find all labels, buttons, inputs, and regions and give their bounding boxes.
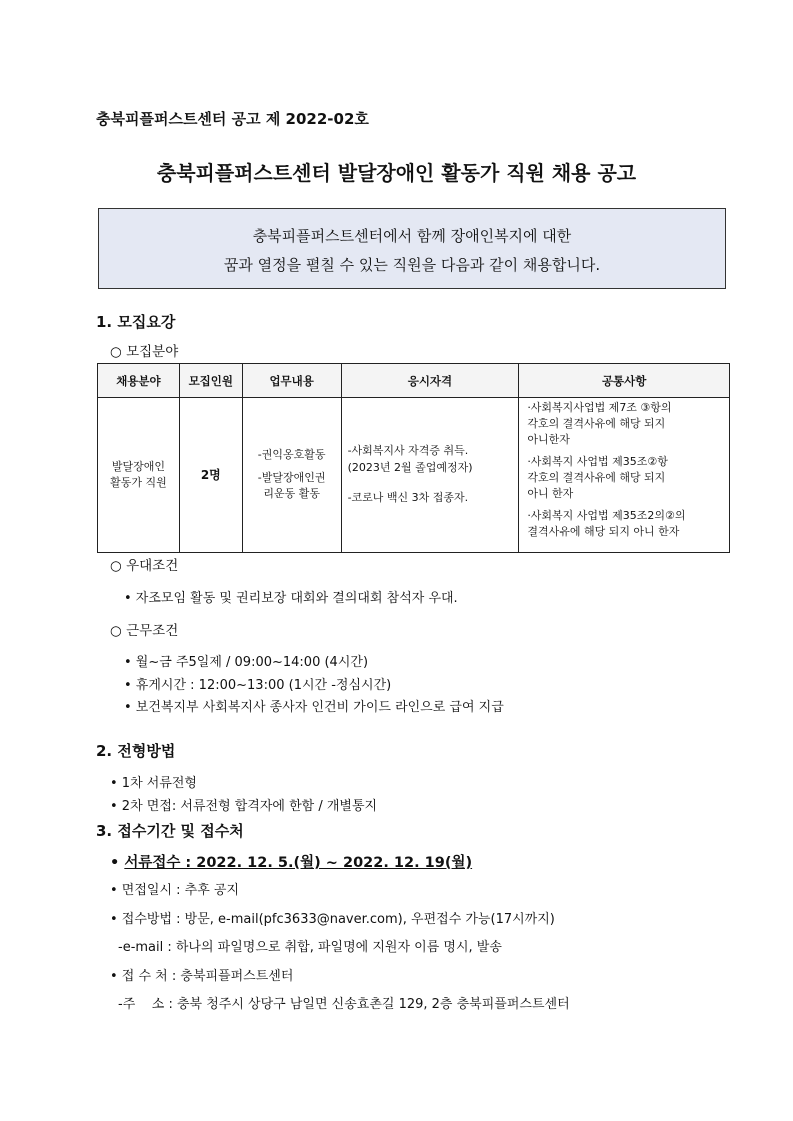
table-header-row	[98, 364, 730, 398]
header-field: 채용분야	[98, 364, 180, 398]
recruitment-table	[97, 363, 730, 553]
section-1-heading: 1. 모집요강	[96, 313, 176, 331]
duty-line: -권익옹호활동	[257, 448, 326, 462]
selection-item: • 1차 서류전형	[110, 776, 197, 791]
work-item: • 보건복지부 사회복지사 종사자 인건비 가이드 라인으로 급여 지급	[124, 700, 504, 715]
header-duties: 업무내용	[242, 364, 341, 398]
cell-duties	[242, 398, 341, 553]
field-label: ○ 모집분야	[110, 344, 179, 360]
common-item	[525, 400, 729, 448]
common-line: ·사회복지 사업법 제35조②항	[527, 454, 668, 468]
qualification-line: -코로나 백신 3차 접종자.	[347, 491, 469, 505]
field-line: 발달장애인	[111, 459, 165, 473]
preference-item: • 자조모임 활동 및 권리보장 대회와 결의대회 참석자 우대.	[124, 591, 458, 606]
intro-box	[98, 208, 726, 289]
common-line: 각호의 결격사유에 해당 되지	[527, 416, 666, 430]
duty-line: 리운동 활동	[263, 487, 320, 501]
page-title: 충북피플퍼스트센터 발달장애인 활동가 직원 채용 공고	[156, 161, 637, 185]
period-text: 서류접수 : 2022. 12. 5.(월) ~ 2022. 12. 19(월)	[124, 855, 473, 871]
application-method: • 접수방법 : 방문, e-mail(pfc3633@naver.com), 우편접수 가능(17시까지)	[110, 912, 555, 927]
header-common: 공통사항	[519, 364, 730, 398]
section-3-heading: 3. 접수기간 및 접수처	[96, 822, 244, 840]
cell-qualifications	[341, 398, 519, 553]
work-item: • 휴게시간 : 12:00~13:00 (1시간 -정심시간)	[124, 678, 392, 693]
common-line: 아니한자	[527, 432, 570, 446]
period-bullet: •	[110, 855, 125, 871]
header-qualifications: 응시자격	[341, 364, 519, 398]
section-2-heading: 2. 전형방법	[96, 742, 176, 760]
work-label: ○ 근무조건	[110, 623, 179, 639]
work-item: • 월~금 주5일제 / 09:00~14:00 (4시간)	[124, 655, 369, 670]
common-line: ·사회복지사업법 제7조 ③항의	[527, 401, 672, 414]
interview-date: • 면접일시 : 추후 공지	[110, 883, 240, 898]
qualification-line: (2023년 2월 졸업예정자)	[347, 460, 473, 474]
common-item	[525, 508, 729, 540]
field-line: 활동가 직원	[110, 476, 167, 489]
email-note: -e-mail : 하나의 파일명으로 취합, 파일명에 지원자 이름 명시, 발송	[118, 940, 502, 955]
common-line: 각호의 결격사유에 해당 되지	[527, 470, 666, 484]
cell-common	[519, 398, 730, 553]
table-row	[98, 398, 730, 553]
selection-item: • 2차 면접: 서류전형 합격자에 한함 / 개별통지	[110, 799, 378, 814]
qualification-line: -사회복지사 자격증 취득.	[347, 444, 469, 458]
application-period	[110, 851, 472, 872]
application-place: • 접 수 처 : 충북피플퍼스트센터	[110, 969, 294, 984]
intro-line-1: 충북피플퍼스트센터에서 함께 장애인복지에 대한	[252, 227, 572, 245]
preference-label: ○ 우대조건	[110, 558, 179, 574]
duty-line: -발달장애인권	[257, 470, 326, 484]
common-line: 결격사유에 해당 되지 아니 한자	[527, 524, 680, 538]
header-count: 모집인원	[179, 364, 242, 398]
intro-line-2: 꿈과 열정을 펼칠 수 있는 직원을 다음과 같이 채용합니다.	[223, 256, 601, 274]
cell-count: 2명	[179, 398, 242, 553]
cell-field	[98, 398, 180, 553]
common-line: 아니 한자	[527, 486, 574, 500]
common-line: ·사회복지 사업법 제35조2의②의	[527, 508, 686, 522]
notice-number: 충북피플퍼스트센터 공고 제 2022-02호	[96, 110, 369, 128]
address: -주 소 : 충북 청주시 상당구 남일면 신송효촌길 129, 2층 충북피플퍼스트센터	[118, 997, 570, 1012]
common-item	[525, 454, 729, 502]
